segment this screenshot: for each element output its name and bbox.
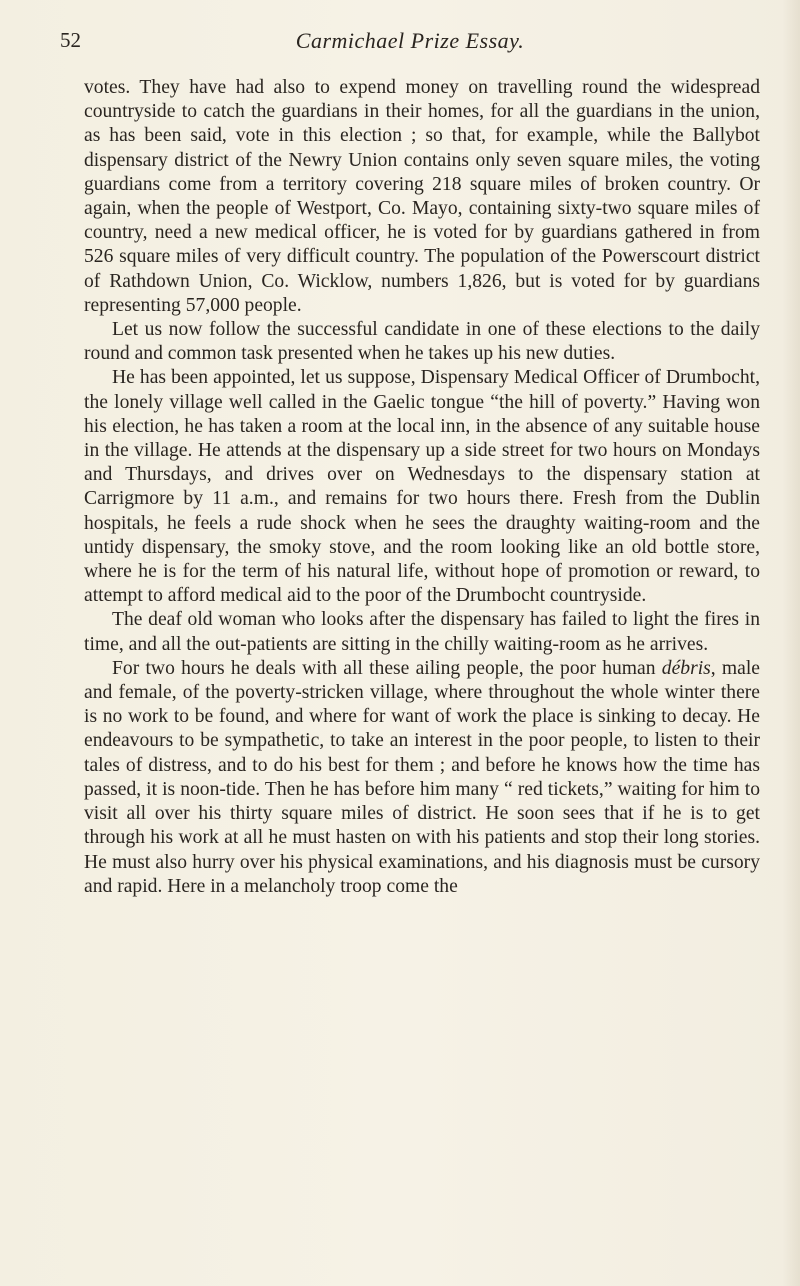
page-header: [60, 28, 760, 58]
paragraph-3: He has been appointed, let us suppose, Dispensary Medical Officer of Drumbocht, the lonely village well called in the Gaelic tongue “the hill of poverty.” Having won his election, he has taken a room at the local inn, in the absence of any suitable house in the village. He attends at the dispensary up a side street for two hours on Mondays and Thursdays, and drives over on Wednesdays to the dispensary station at Carrigmore by 11 a.m., and remains for two hours there. Fresh from the Dublin hospitals, he feels a rude shock when he sees the draughty waiting-room and the untidy dispensary, the smoky stove, and the room looking like an old bottle store, where he is for the term of his natural life, without hope of promotion or reward, to attempt to afford medical aid to the poor of the Drumbocht countryside.: [84, 367, 760, 607]
paragraph-5-start: For two hours he deals with all these ailing people, the poor human: [112, 657, 662, 679]
paragraph-5: [84, 657, 760, 899]
paragraph-4: The deaf old woman who looks after the dispensary has failed to light the fires in time, and all the out-patients are sitting in the chilly waiting-room as he arrives.: [84, 609, 760, 655]
page-number: 52: [60, 28, 81, 52]
paragraph-2: Let us now follow the successful candidate in one of these elections to the daily round and common task presented when he takes up his new duties.: [84, 319, 760, 365]
running-title: Carmichael Prize Essay.: [295, 28, 525, 53]
page-edge-shadow: [782, 0, 800, 1286]
italic-word: débris: [661, 657, 711, 679]
paragraph-1: votes. They have had also to expend money on travelling round the widespread countryside to catch the guardians in their homes, for all the guardians in the union, as has been said, vote in this election ; so that, for example, while the Ballybot dispensary district of the Newry Union contains only seven square miles, the voting guardians come from a territory covering 218 square miles of broken country. Or again, when the people of Westport, Co. Mayo, containing sixty-two square miles of country, need a new medical officer, he is voted for by guardians gathered in from 526 square miles of very difficult country. The population of the Powerscourt district of Rathdown Union, Co. Wicklow, numbers 1,826, but is voted for by guardians representing 57,000 people.: [84, 77, 760, 316]
paragraph-5-end: , male and female, of the poverty-stricken village, where throughout the whole winter there is no work to be found, and where for want of work the place is sinking to decay. He endeavours to be sympathetic, to take an interest in the poor people, to listen to their tales of distress, and to do his best for them ; and before he knows how the time has passed, it is noon-tide. Then he has before him many “ red tickets,” waiting for him to visit all over his thirty square miles of district. He soon sees that if he is to get through his work at all he must hasten on with his patients and stop their long stories. He must also hurry over his physical examinations, and his diagnosis must be cursory and rapid. Here in a melancholy troop come the: [84, 657, 760, 897]
body-text: [84, 76, 760, 899]
